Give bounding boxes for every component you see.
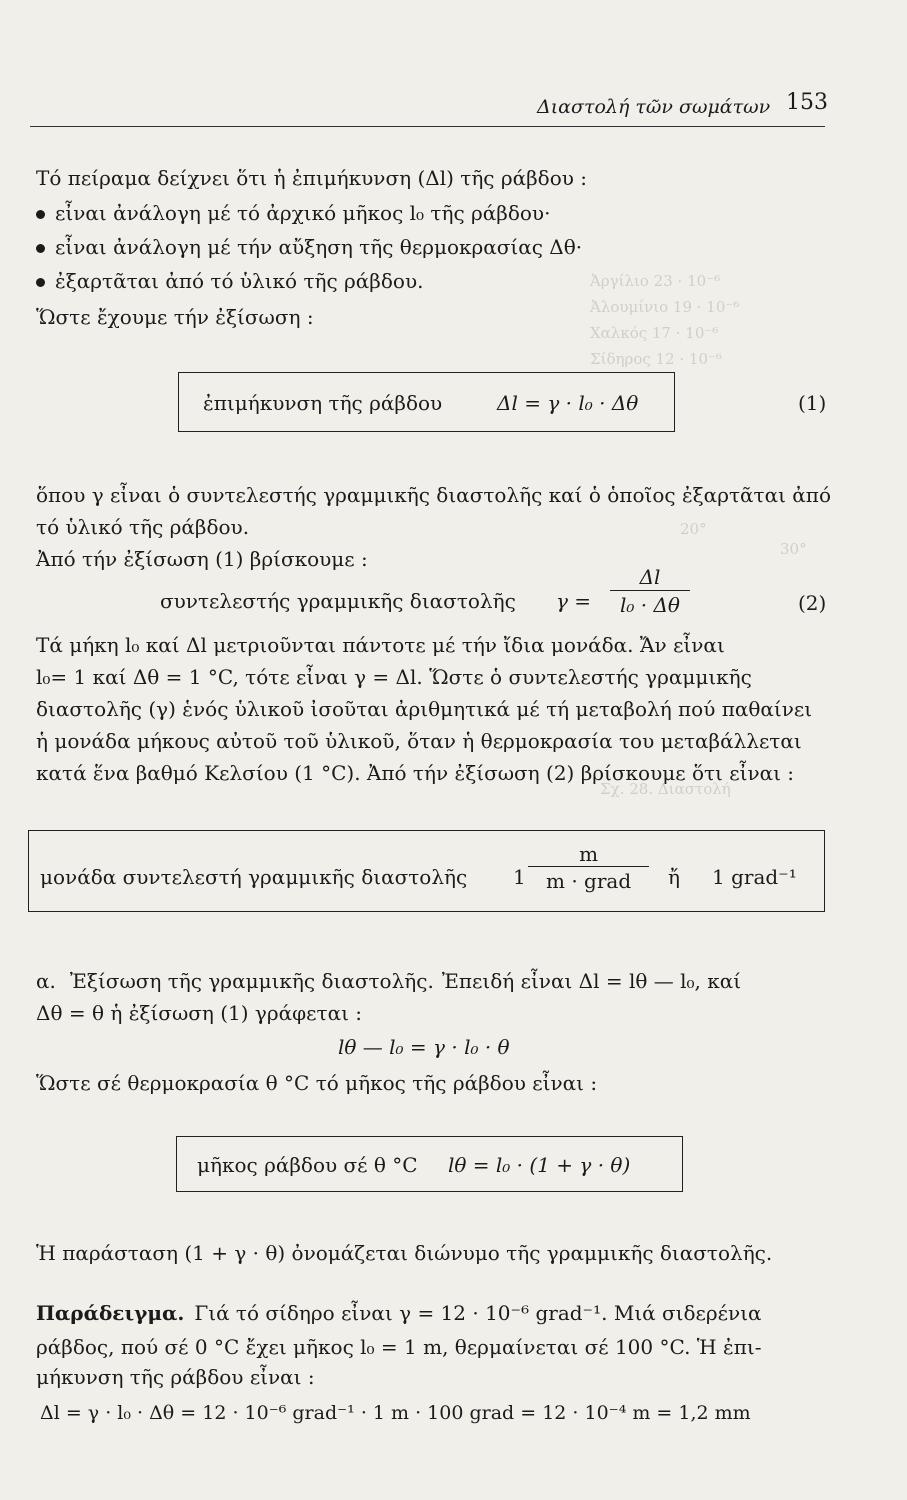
- section-a-title: Ἐξίσωση τῆς γραμμικῆς διαστολῆς.: [69, 969, 434, 993]
- unit-box-fraction: [528, 842, 649, 895]
- section-a-so-line: Ὥστε σέ θερμοκρασία θ °C τό μῆκος τῆς ράβδου εἶναι :: [36, 1071, 598, 1095]
- so-we-have-line: Ὥστε ἔχουμε τήν ἐξίσωση :: [36, 305, 314, 329]
- running-title: Διαστολή τῶν σωμάτων: [537, 96, 771, 118]
- where-line-1: ὅπου γ εἶναι ὁ συντελεστής γραμμικῆς διαστολῆς καί ὁ ὁποῖος ἐξαρτᾶται ἀπό: [36, 483, 831, 507]
- equation-2-numerator: Δl: [610, 564, 690, 591]
- example-title: Παράδειγμα.: [36, 1301, 185, 1325]
- equation-2-fraction: [610, 564, 690, 619]
- equation-1-formula: Δl = γ · l₀ · Δθ: [497, 391, 639, 415]
- unit-box-denominator: m · grad: [546, 869, 632, 893]
- example-line-1: Παράδειγμα. Γιά τό σίδηρο εἶναι γ = 12 · 10⁻⁶ grad⁻¹. Μιά σιδερένια: [36, 1301, 762, 1325]
- from-eq1-line: Ἀπό τήν ἐξίσωση (1) βρίσκουμε :: [36, 547, 368, 571]
- equation-3-label: μῆκος ράβδου σέ θ °C: [197, 1153, 418, 1177]
- equation-1-number: (1): [798, 391, 827, 415]
- paragraph-line: Τά μήκη l₀ καί Δl μετριοῦνται πάντοτε μέ τήν ἴδια μονάδα. Ἄν εἶναι: [36, 633, 725, 657]
- equation-3-formula: lθ = l₀ · (1 + γ · θ): [448, 1153, 631, 1177]
- example-line-2: ράβδος, πού σέ 0 °C ἔχει μῆκος l₀ = 1 m, θερμαίνεται σέ 100 °C. Ἡ ἐπι-: [36, 1335, 762, 1359]
- paragraph-line: κατά ἕνα βαθμό Κελσίου (1 °C). Ἀπό τήν ἐξίσωση (2) βρίσκουμε ὅτι εἶναι :: [36, 761, 795, 785]
- bullet-icon: [36, 210, 45, 219]
- header-rule: [30, 126, 825, 127]
- page-number: 153: [786, 90, 828, 115]
- paragraph-line: l₀= 1 καί Δθ = 1 °C, τότε εἶναι γ = Δl. Ὥστε ὁ συντελεστής γραμμικῆς: [36, 665, 752, 689]
- section-a-marker: α.: [36, 969, 56, 993]
- unit-box-or: ἤ: [668, 865, 680, 889]
- section-a-line-1: [36, 968, 741, 994]
- bullet-icon: [36, 244, 45, 253]
- paragraph-line: διαστολῆς (γ) ἑνός ὑλικοῦ ἰσοῦται ἀριθμητικά μέ τή μεταβολή πού παθαίνει: [36, 697, 813, 721]
- unit-box-one: 1: [513, 865, 526, 889]
- equation-2-lhs: γ =: [556, 589, 592, 613]
- bullet-item: ἐξαρτᾶται ἀπό τό ὑλικό τῆς ράβδου.: [36, 268, 423, 294]
- bullet-item: εἶναι ἀνάλογη μέ τό ἀρχικό μῆκος l₀ τῆς ράβδου·: [36, 200, 550, 226]
- example-result: Δl = γ · l₀ · Δθ = 12 · 10⁻⁶ grad⁻¹ · 1 m · 100 grad = 12 · 10⁻⁴ m = 1,2 mm: [40, 1402, 751, 1424]
- equation-1-label: ἐπιμήκυνση τῆς ράβδου: [203, 391, 443, 415]
- intro-line: Τό πείραμα δείχνει ὅτι ἡ ἐπιμήκυνση (Δl) τῆς ράβδου :: [36, 166, 588, 190]
- bullet-item: εἶναι ἀνάλογη μέ τήν αὔξηση τῆς θερμοκρασίας Δθ·: [36, 234, 582, 260]
- equation-2-label: συντελεστής γραμμικῆς διαστολῆς: [160, 589, 516, 613]
- binomial-line: Ἡ παράσταση (1 + γ · θ) ὀνομάζεται διώνυμο τῆς γραμμικῆς διαστολῆς.: [36, 1241, 773, 1265]
- where-line-2: τό ὑλικό τῆς ράβδου.: [36, 515, 250, 539]
- section-a-rest: Ἐπειδή εἶναι Δl = lθ — l₀, καί: [441, 969, 742, 993]
- equation-2-denominator: l₀ · Δθ: [620, 593, 680, 617]
- section-a-line-2: Δθ = θ ἡ ἐξίσωση (1) γράφεται :: [36, 1001, 363, 1025]
- section-a-equation: lθ — l₀ = γ · l₀ · θ: [338, 1035, 510, 1059]
- unit-box-numerator: m: [528, 842, 649, 867]
- unit-box-label: μονάδα συντελεστή γραμμικῆς διαστολῆς: [40, 865, 468, 889]
- example-line-3: μήκυνση τῆς ράβδου εἶναι :: [36, 1365, 315, 1389]
- bullet-icon: [36, 278, 45, 287]
- equation-2-number: (2): [798, 591, 827, 615]
- paragraph-line: ἡ μονάδα μήκους αὐτοῦ τοῦ ὑλικοῦ, ὅταν ἡ θερμοκρασία του μεταβάλλεται: [36, 729, 802, 753]
- unit-box-alt: 1 grad⁻¹: [712, 865, 797, 889]
